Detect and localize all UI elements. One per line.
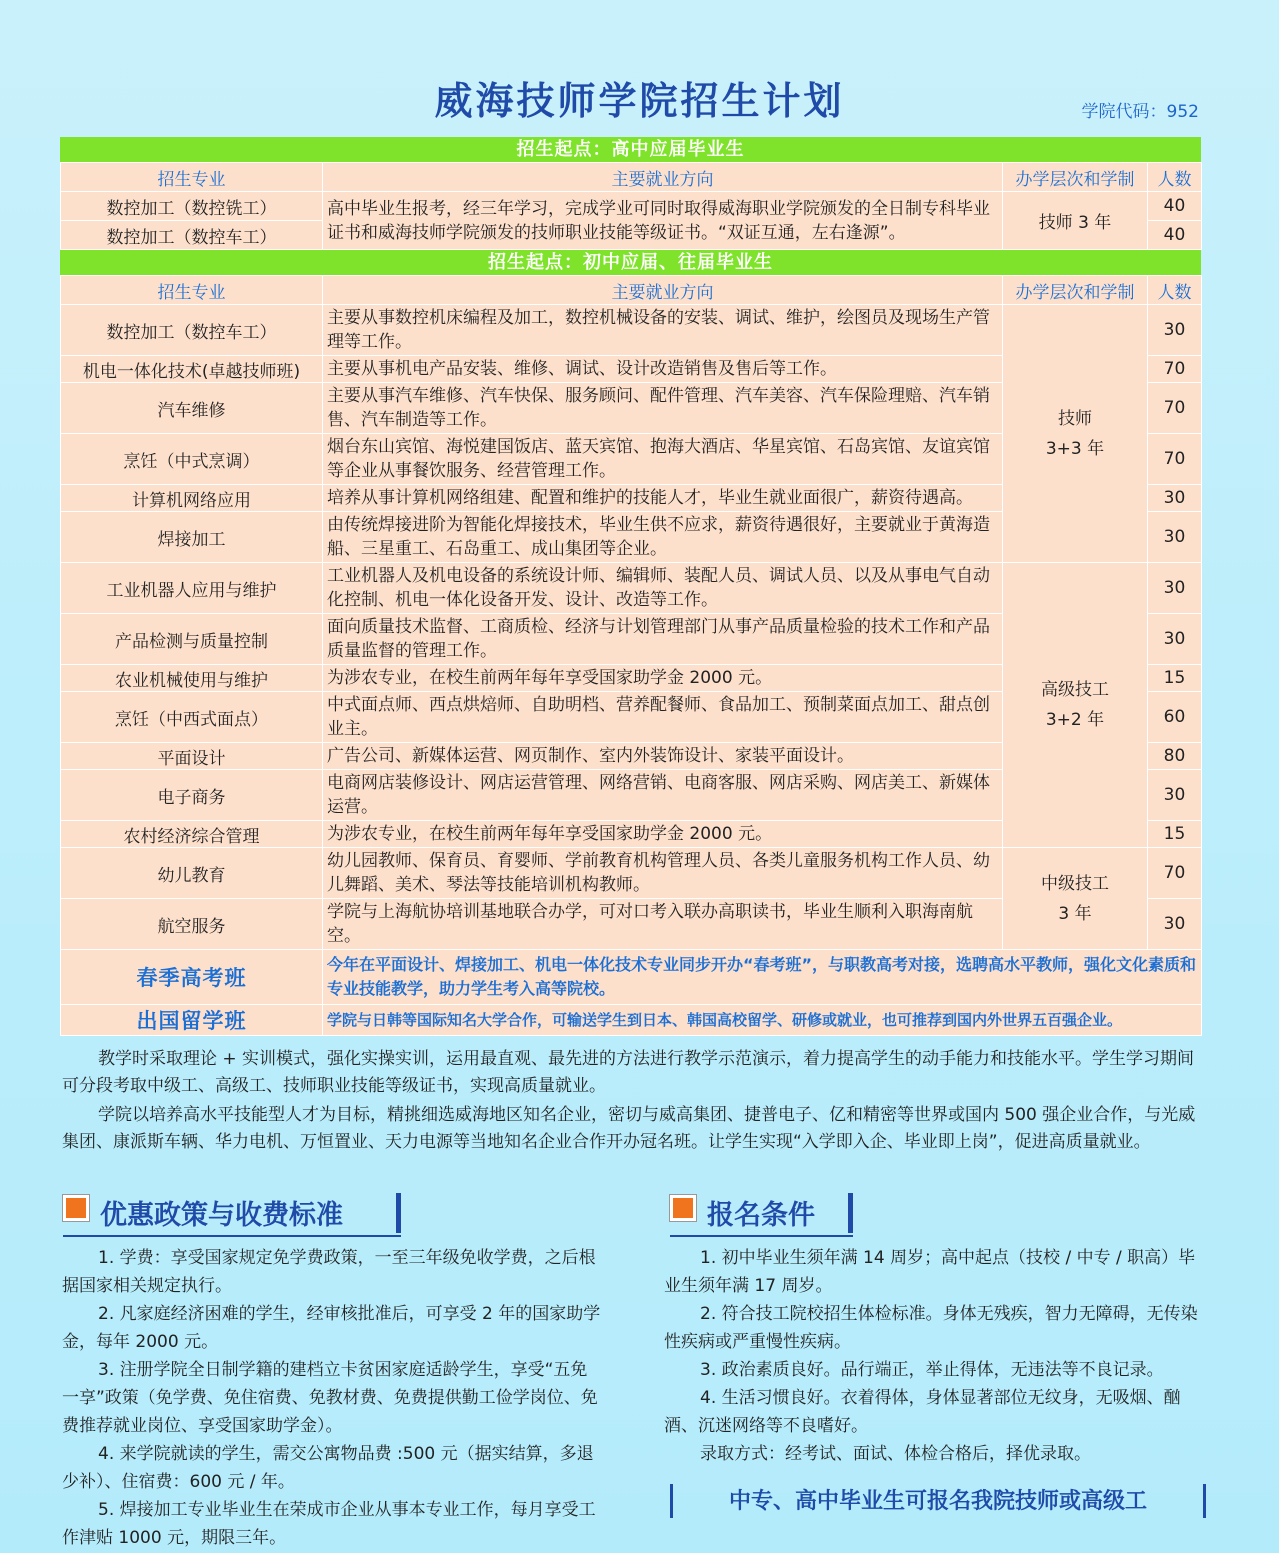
special-class-name: 春季高考班 bbox=[61, 950, 323, 1005]
list-item: 2. 凡家庭经济困难的学生，经审核批准后，可享受 2 年的国家助学金，每年 2000 元。 bbox=[62, 1304, 601, 1352]
policy-title-bar bbox=[396, 1193, 401, 1233]
direction-cell: 中式面点师、西点烘焙师、自助明档、营养配餐师、食品加工、预制菜面点加工、甜点创业主。 bbox=[323, 692, 1003, 743]
count-cell: 70 bbox=[1148, 848, 1202, 899]
major-cell: 幼儿教育 bbox=[61, 848, 323, 899]
major-cell: 农村经济综合管理 bbox=[61, 821, 323, 848]
list-item: 5. 焊接加工专业毕业生在荣成市企业从事本专业工作，每月享受工作津贴 1000 元，期限三年。 bbox=[62, 1500, 596, 1548]
list-item: 1. 初中毕业生须年满 14 周岁；高中起点（技校 / 中专 / 职高）毕业生须年满 17 周岁。 bbox=[664, 1248, 1196, 1296]
policy-underline bbox=[63, 1235, 401, 1237]
policy-title: 优惠政策与收费标准 bbox=[100, 1200, 343, 1231]
enrollment-table bbox=[60, 137, 1201, 1036]
major-cell: 数控加工（数控车工） bbox=[61, 305, 323, 356]
major-cell: 平面设计 bbox=[61, 743, 323, 770]
direction-cell: 电商网店装修设计、网店运营管理、网络营销、电商客服、网店采购、网店美工、新媒体运营。 bbox=[323, 770, 1003, 821]
header-count: 人数 bbox=[1148, 276, 1202, 305]
section2-table bbox=[60, 275, 1202, 1036]
count-cell: 30 bbox=[1148, 512, 1202, 563]
direction-cell: 为涉农专业，在校生前两年每年享受国家助学金 2000 元。 bbox=[323, 821, 1003, 848]
header-level: 办学层次和学制 bbox=[1003, 276, 1148, 305]
level-cell: 高级技工 3+2 年 bbox=[1003, 563, 1148, 848]
count-cell: 80 bbox=[1148, 743, 1202, 770]
page-title: 威海技师学院招生计划 bbox=[434, 78, 845, 123]
direction-cell: 烟台东山宾馆、海悦建国饭店、蓝天宾馆、抱海大酒店、华星宾馆、石岛宾馆、友谊宾馆等企业从事餐饮服务、经营管理工作。 bbox=[323, 434, 1003, 485]
major-cell: 汽车维修 bbox=[61, 383, 323, 434]
section2-rows bbox=[61, 305, 1202, 950]
header-count: 人数 bbox=[1148, 163, 1202, 192]
count-cell: 30 bbox=[1148, 770, 1202, 821]
level-cell: 技师 3+3 年 bbox=[1003, 305, 1148, 563]
list-item: 2. 符合技工院校招生体检标准。身体无残疾，智力无障碍，无传染性疾病或严重慢性疾病。 bbox=[664, 1304, 1198, 1352]
list-item: 1. 学费：享受国家规定免学费政策，一至三年级免收学费，之后根据国家相关规定执行。 bbox=[62, 1248, 596, 1296]
count-cell: 40 bbox=[1148, 221, 1202, 250]
count-cell: 70 bbox=[1148, 383, 1202, 434]
list-item: 4. 生活习惯良好。衣着得体，身体显著部位无纹身，无吸烟、酗酒、沉迷网络等不良嗜好。 bbox=[664, 1388, 1181, 1436]
count-cell: 70 bbox=[1148, 434, 1202, 485]
count-cell: 30 bbox=[1148, 485, 1202, 512]
header-direction: 主要就业方向 bbox=[323, 163, 1003, 192]
list-item: 3. 政治素质良好。品行端正，举止得体，无违法等不良记录。 bbox=[700, 1360, 1164, 1380]
direction-cell: 学院与上海航协培训基地联合办学，可对口考入联办高职读书，毕业生顺利入职海南航空。 bbox=[323, 899, 1003, 950]
apply-list bbox=[664, 1244, 1204, 1468]
list-item: 3. 注册学院全日制学籍的建档立卡贫困家庭适龄学生，享受“五免一享”政策（免学费、免住宿费、免教材费、免费提供勤工俭学岗位、免费推荐就业岗位、享受国家助学金）。 bbox=[62, 1360, 598, 1436]
major-cell: 航空服务 bbox=[61, 899, 323, 950]
header-major: 招生专业 bbox=[61, 163, 323, 192]
apply-underline bbox=[670, 1235, 853, 1237]
count-cell: 40 bbox=[1148, 192, 1202, 221]
count-cell: 30 bbox=[1148, 614, 1202, 665]
section1-table bbox=[60, 162, 1202, 250]
count-cell: 15 bbox=[1148, 665, 1202, 692]
college-code: 学院代码：952 bbox=[1081, 102, 1199, 122]
policy-square-icon bbox=[63, 1195, 89, 1221]
direction-cell: 主要从事汽车维修、汽车快保、服务顾问、配件管理、汽车美容、汽车保险理赔、汽车销售、汽车制造等工作。 bbox=[323, 383, 1003, 434]
paragraph-teaching: 教学时采取理论 + 实训模式，强化实操实训，运用最直观、最先进的方法进行教学示范演示，着力提高学生的动手能力和技能水平。学生学习期间可分段考取中级工、高级工、技师职业技能等级证书，实现高质量就业。 bbox=[62, 1049, 1195, 1096]
major-cell: 数控加工（数控铣工） bbox=[61, 192, 323, 221]
direction-cell: 面向质量技术监督、工商质检、经济与计划管理部门从事产品质量检验的技术工作和产品质量监督的管理工作。 bbox=[323, 614, 1003, 665]
direction-cell: 广告公司、新媒体运营、网页制作、室内外装饰设计、家装平面设计。 bbox=[323, 743, 1003, 770]
special-class-text: 学院与日韩等国际知名大学合作，可输送学生到日本、韩国高校留学、研修或就业，也可推荐到国内外世界五百强企业。 bbox=[323, 1005, 1202, 1036]
header-direction: 主要就业方向 bbox=[323, 276, 1003, 305]
level-cell: 技师 3 年 bbox=[1003, 192, 1148, 250]
count-cell: 30 bbox=[1148, 305, 1202, 356]
major-cell: 数控加工（数控车工） bbox=[61, 221, 323, 250]
major-cell: 烹饪（中式烹调） bbox=[61, 434, 323, 485]
direction-cell: 培养从事计算机网络组建、配置和维护的技能人才，毕业生就业面很广，薪资待遇高。 bbox=[323, 485, 1003, 512]
count-cell: 70 bbox=[1148, 356, 1202, 383]
list-item: 4. 来学院就读的学生，需交公寓物品费 :500 元（据实结算，多退少补）、住宿费：600 元 / 年。 bbox=[62, 1444, 594, 1492]
special-class-text: 今年在平面设计、焊接加工、机电一体化技术专业同步开办“春考班”，与职教高考对接，选聘高水平教师，强化文化素质和专业技能教学，助力学生考入高等院校。 bbox=[323, 950, 1202, 1005]
major-cell: 工业机器人应用与维护 bbox=[61, 563, 323, 614]
apply-square-icon bbox=[670, 1195, 696, 1221]
major-cell: 机电一体化技术(卓越技师班) bbox=[61, 356, 323, 383]
count-cell: 30 bbox=[1148, 563, 1202, 614]
direction-cell: 幼儿园教师、保育员、育婴师、学前教育机构管理人员、各类儿童服务机构工作人员、幼儿舞蹈、美术、琴法等技能培训机构教师。 bbox=[323, 848, 1003, 899]
apply-banner: 中专、高中毕业生可报名我院技师或高级工 bbox=[670, 1484, 1206, 1518]
major-cell: 计算机网络应用 bbox=[61, 485, 323, 512]
direction-cell: 主要从事数控机床编程及加工，数控机械设备的安装、调试、维护，绘图员及现场生产管理等工作。 bbox=[323, 305, 1003, 356]
major-cell: 焊接加工 bbox=[61, 512, 323, 563]
count-cell: 30 bbox=[1148, 899, 1202, 950]
list-item: 录取方式：经考试、面试、体检合格后，择优录取。 bbox=[700, 1444, 1091, 1464]
apply-title-bar bbox=[848, 1193, 853, 1233]
level-cell: 中级技工 3 年 bbox=[1003, 848, 1148, 950]
paragraph-cooperation: 学院以培养高水平技能型人才为目标，精挑细选威海地区知名企业，密切与威高集团、捷普电子、亿和精密等世界或国内 500 强企业合作，与光威集团、康派斯车辆、华力电机、万恒置业、天力电源等当地知名企业合作开办冠名班。让学生实现“入学即入企、毕业即上岗”，促进高质量就业。 bbox=[62, 1105, 1196, 1152]
count-cell: 15 bbox=[1148, 821, 1202, 848]
section2-bar: 招生起点：初中应届、往届毕业生 bbox=[60, 250, 1201, 275]
special-class-name: 出国留学班 bbox=[61, 1005, 323, 1036]
count-cell: 60 bbox=[1148, 692, 1202, 743]
major-cell: 农业机械使用与维护 bbox=[61, 665, 323, 692]
direction-cell: 高中毕业生报考，经三年学习，完成学业可同时取得威海职业学院颁发的全日制专科毕业证书和威海技师学院颁发的技师职业技能等级证书。“双证互通，左右逢源”。 bbox=[323, 192, 1003, 250]
major-cell: 电子商务 bbox=[61, 770, 323, 821]
header-level: 办学层次和学制 bbox=[1003, 163, 1148, 192]
major-cell: 产品检测与质量控制 bbox=[61, 614, 323, 665]
direction-cell: 主要从事机电产品安装、维修、调试、设计改造销售及售后等工作。 bbox=[323, 356, 1003, 383]
header-major: 招生专业 bbox=[61, 276, 323, 305]
direction-cell: 为涉农专业，在校生前两年每年享受国家助学金 2000 元。 bbox=[323, 665, 1003, 692]
direction-cell: 工业机器人及机电设备的系统设计师、编辑师、装配人员、调试人员、以及从事电气自动化控制、机电一体化设备开发、设计、改造等工作。 bbox=[323, 563, 1003, 614]
section1-bar: 招生起点：高中应届毕业生 bbox=[60, 137, 1201, 162]
direction-cell: 由传统焊接进阶为智能化焊接技术，毕业生供不应求，薪资待遇很好，主要就业于黄海造船、三星重工、石岛重工、成山集团等企业。 bbox=[323, 512, 1003, 563]
policy-list bbox=[62, 1244, 602, 1552]
apply-title: 报名条件 bbox=[707, 1200, 815, 1231]
major-cell: 烹饪（中西式面点） bbox=[61, 692, 323, 743]
